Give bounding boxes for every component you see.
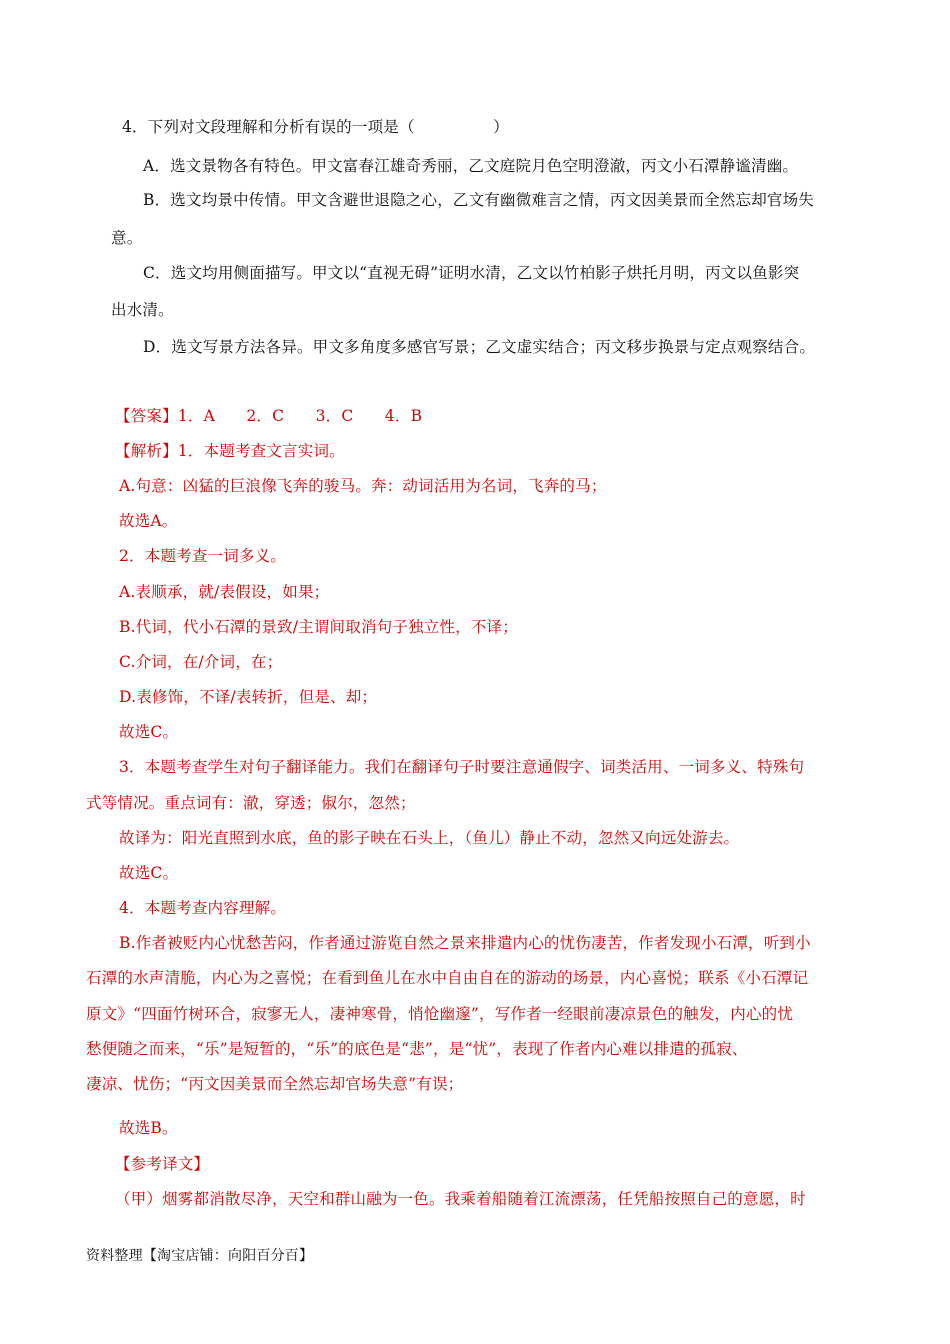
analysis-line: 故选C。 xyxy=(119,864,179,882)
analysis-line: 4．本题考查内容理解。 xyxy=(119,899,287,917)
option-c: C．选文均用侧面描写。甲文以“直视无碍”证明水清，乙文以竹柏影子烘托月明，丙文以鱼影突 xyxy=(143,264,800,282)
analysis-line: 凄凉、忧伤；“丙文因美景而全然忘却官场失意”有误； xyxy=(86,1075,464,1093)
analysis-line: B.代词，代小石潭的景致/主谓间取消句子独立性，不译； xyxy=(119,618,518,636)
analysis-line: 原文》“四面竹树环合，寂寥无人，凄神寒骨，悄怆幽邃”，写作者一经眼前凄凉景色的触发，内心的忧 xyxy=(86,1005,794,1023)
translation-line: （甲）烟雾都消散尽净，天空和群山融为一色。我乘着船随着江流漂荡，任凭船按照自己的意愿，时 xyxy=(115,1190,806,1208)
analysis-line: 故选B。 xyxy=(119,1119,178,1137)
answer-label: 【答案】 xyxy=(115,407,178,425)
analysis-line: 故选A。 xyxy=(119,512,178,530)
analysis-line: A.表顺承，就/表假设，如果； xyxy=(119,583,330,601)
option-d: D．选文写景方法各异。甲文多角度多感官写景；乙文虚实结合；丙文移步换景与定点观察结合。 xyxy=(143,338,816,356)
analysis-line: 石潭的水声清脆，内心为之喜悦；在看到鱼儿在水中自由自在的游动的场景，内心喜悦；联系《小石潭记 xyxy=(86,969,809,987)
page-footer: 资料整理【淘宝店铺：向阳百分百】 xyxy=(86,1248,314,1264)
analysis-line-1: 【解析】1．本题考查文言实词。 xyxy=(115,442,345,460)
question-stem: 4．下列对文段理解和分析有误的一项是（ ） xyxy=(122,118,509,136)
analysis-line: 式等情况。重点词有：澈，穿透；俶尔，忽然； xyxy=(86,794,416,812)
analysis-line: 3．本题考查学生对句子翻译能力。我们在翻译句子时要注意通假字、词类活用、一词多义、特殊句 xyxy=(119,758,805,776)
option-b-cont: 意。 xyxy=(111,229,143,247)
analysis-line: 愁便随之而来，“乐”是短暂的，“乐”的底色是“悲”，是“忧”，表现了作者内心难以排遣的孤寂、 xyxy=(86,1040,748,1058)
analysis-label: 【解析】 xyxy=(115,442,178,460)
answer-text: 1．A 2．C 3．C 4．B xyxy=(177,407,423,425)
option-c-cont: 出水清。 xyxy=(111,301,174,319)
analysis-line: A.句意：凶猛的巨浪像飞奔的骏马。奔：动词活用为名词，飞奔的马； xyxy=(119,477,607,495)
analysis-line: D.表修饰，不译/表转折，但是、却； xyxy=(119,688,378,706)
analysis-line: B.作者被贬内心忧愁苦闷，作者通过游览自然之景来排遣内心的忧伤凄苦，作者发现小石潭，听到小 xyxy=(119,934,811,952)
analysis-line: 故译为：阳光直照到水底，鱼的影子映在石头上，（鱼儿）静止不动，忽然又向远处游去。 xyxy=(119,829,740,847)
translation-label: 【参考译文】 xyxy=(115,1155,210,1173)
analysis-line: 2．本题考查一词多义。 xyxy=(119,547,287,565)
analysis-line: C.介词，在/介词，在； xyxy=(119,653,283,671)
answer-line xyxy=(115,406,422,426)
analysis-line: 故选C。 xyxy=(119,723,179,741)
option-b: B．选文均景中传情。甲文含避世退隐之心，乙文有幽微难言之情，丙文因美景而全然忘却官场失 xyxy=(143,191,814,209)
option-a: A．选文景物各有特色。甲文富春江雄奇秀丽，乙文庭院月色空明澄澈，丙文小石潭静谧清幽。 xyxy=(143,157,799,175)
